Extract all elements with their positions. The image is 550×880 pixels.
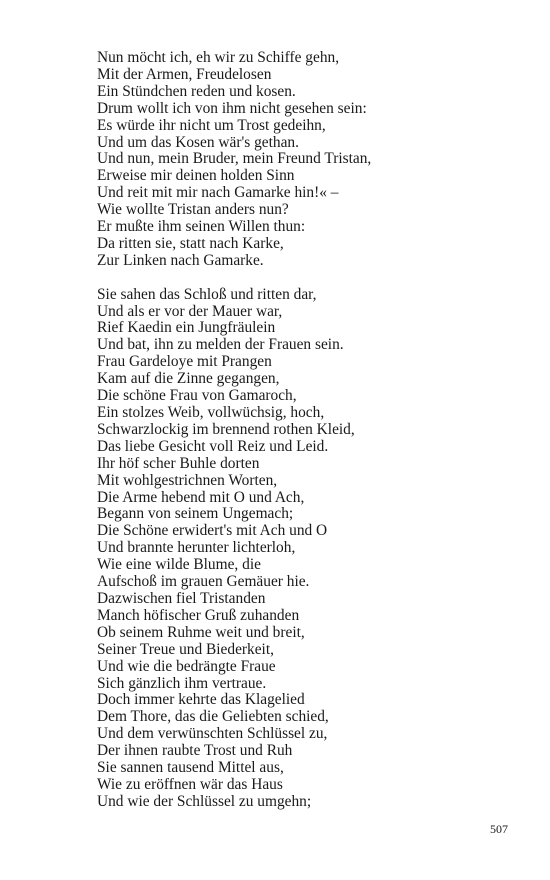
verse-line: Das liebe Gesicht voll Reiz und Leid.: [97, 437, 329, 455]
page-number: 507: [490, 822, 508, 836]
verse-line: Erweise mir deinen holden Sinn: [97, 167, 295, 185]
verse-line: Ihr höf scher Buhle dorten: [97, 454, 260, 472]
verse-line: Sich gänzlich ihm vertraue.: [97, 674, 267, 692]
verse-line: Ein stolzes Weib, vollwüchsig, hoch,: [97, 404, 325, 422]
verse-line: Seiner Treue und Biederkeit,: [97, 640, 274, 658]
verse-line: Die Schöne erwidert's mit Ach und O: [97, 522, 328, 540]
verse-line: Die schöne Frau von Gamaroch,: [97, 387, 297, 405]
verse-line: Wie wollte Tristan anders nun?: [97, 201, 289, 219]
verse-line: Begann von seinem Ungemach;: [97, 505, 294, 523]
verse-line: Frau Gardeloye mit Prangen: [97, 353, 272, 371]
verse-line: Die Arme hebend mit O und Ach,: [97, 488, 305, 506]
verse-line: Und um das Kosen wär's gethan.: [97, 133, 299, 151]
verse-line: Da ritten sie, statt nach Karke,: [97, 234, 284, 252]
verse-line: Der ihnen raubte Trost und Ruh: [97, 742, 293, 760]
verse-line: Sie sannen tausend Mittel aus,: [97, 759, 284, 777]
stanza: [97, 50, 517, 270]
verse-line: Wie eine wilde Blume, die: [97, 556, 261, 574]
verse-line: Drum wollt ich von ihm nicht gesehen sein:: [97, 99, 367, 117]
verse-line: Und als er vor der Mauer war,: [97, 302, 283, 320]
verse-line: Sie sahen das Schloß und ritten dar,: [97, 285, 317, 303]
verse-line: Aufschoß im grauen Gemäuer hie.: [97, 573, 310, 591]
verse-line: Nun möcht ich, eh wir zu Schiffe gehn,: [97, 49, 340, 66]
verse-line: Und nun, mein Bruder, mein Freund Tristan,: [97, 150, 372, 168]
verse-line: Schwarzlockig im brennend rothen Kleid,: [97, 420, 355, 438]
verse-line: Es würde ihr nicht um Trost gedeihn,: [97, 116, 326, 134]
verse-line: Manch höfischer Gruß zuhanden: [97, 606, 300, 624]
poem-text: [97, 50, 517, 811]
verse-line: Und wie der Schlüssel zu umgehn;: [97, 792, 312, 810]
verse-line: Mit der Armen, Freudelosen: [97, 65, 272, 83]
stanza: [97, 287, 517, 811]
verse-line: Wie zu eröffnen wär das Haus: [97, 775, 283, 793]
verse-line: Ob seinem Ruhme weit und breit,: [97, 623, 305, 641]
verse-line: Und brannte herunter lichterloh,: [97, 539, 296, 557]
verse-line: Und dem verwünschten Schlüssel zu,: [97, 725, 328, 743]
verse-line: Mit wohlgestrichnen Worten,: [97, 471, 278, 489]
verse-line: Rief Kaedin ein Jungfräulein: [97, 319, 276, 337]
verse-line: Er mußte ihm seinen Willen thun:: [97, 218, 306, 236]
verse-line: Und reit mit mir nach Gamarke hin!« –: [97, 184, 339, 202]
verse-line: Und bat, ihn zu melden der Frauen sein.: [97, 336, 344, 354]
verse-line: Zur Linken nach Gamarke.: [97, 251, 264, 269]
verse-line: Ein Stündchen reden und kosen.: [97, 82, 296, 100]
verse-line: Und wie die bedrängte Fraue: [97, 657, 276, 675]
verse-line: Dem Thore, das die Geliebten schied,: [97, 708, 329, 726]
verse-line: Kam auf die Zinne gegangen,: [97, 370, 280, 388]
verse-line: Dazwischen fiel Tristanden: [97, 589, 266, 607]
verse-line: Doch immer kehrte das Klagelied: [97, 691, 305, 709]
